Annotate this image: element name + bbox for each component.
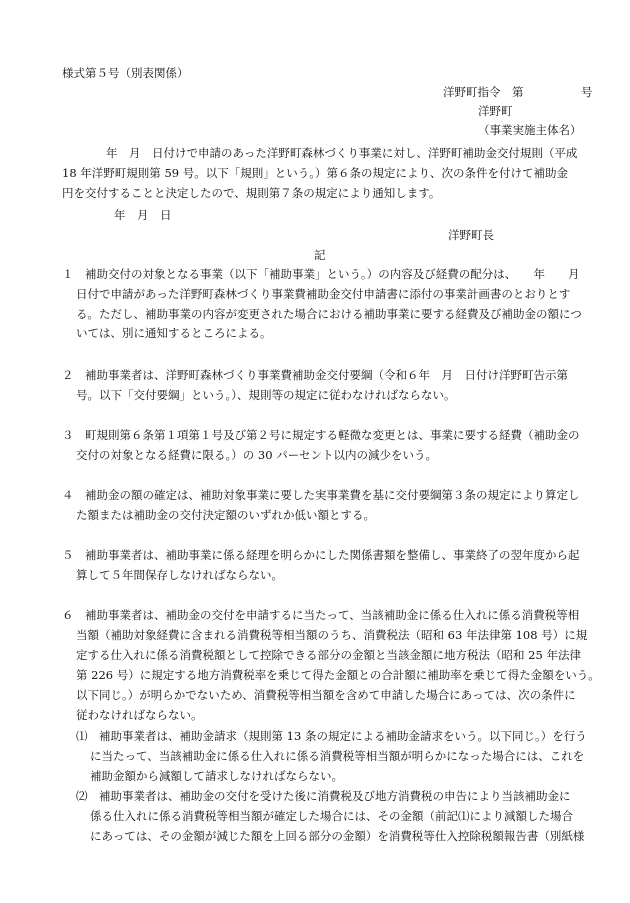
item-5-line: 算して５年間保存しなければならない。 xyxy=(76,568,283,582)
item-1-line: １ 補助交付の対象となる事業（以下「補助事業」という。）の内容及び経費の配分は、 年 月 xyxy=(62,267,580,281)
date-line: 年 月 日 xyxy=(114,208,172,222)
item-5-line: ５ 補助事業者は、補助事業に係る経理を明らかにした関係書類を整備し、事業終了の翌年度から起 xyxy=(62,548,580,562)
subitem-2-line: 係る仕入れに係る消費税等相当額が確定した場合には、その金額（前記⑴により減額した場合 xyxy=(90,809,573,823)
subitem-2-line: にあっては、その金額が減じた額を上回る部分の金額）を消費税等仕入控除税額報告書（別紙様 xyxy=(90,829,585,843)
item-6-line: 以下同じ。）が明らかでないため、消費税等相当額を含めて申請した場合にあっては、次の条件に xyxy=(76,688,576,702)
subitem-2-line: ⑵ 補助事業者は、補助金の交付を受けた後に消費税及び地方消費税の申告により当該補助金に xyxy=(76,789,571,803)
item-4-line: た額または補助金の交付決定額のいずれか低い額とする。 xyxy=(76,508,375,522)
item-1-line: いては、別に通知するところによる。 xyxy=(76,326,272,340)
form-label: 様式第５号（別表関係） xyxy=(62,66,189,80)
subitem-1-line: に当たって、当該補助金に係る仕入れに係る消費税等相当額が明らかになった場合には、これを xyxy=(90,749,585,763)
item-3-line: 交付の対象となる経費に限る。）の 30 パーセント以内の減少をいう。 xyxy=(76,448,437,462)
ki-marker: 記 xyxy=(314,248,326,262)
doc-number: 洋野町指令 第 号 xyxy=(443,85,593,99)
item-6-line: 従わなければならない。 xyxy=(76,708,203,722)
subitem-1-line: 補助金額から減額して請求しなければならない。 xyxy=(90,769,343,783)
intro-line-3: 円を交付することと決定したので、規則第７条の規定により通知します。 xyxy=(62,186,441,200)
item-2-line: 号。以下「交付要綱」という。）、規則等の規定に従わなければならない。 xyxy=(76,388,456,402)
item-6-line: 当額（補助対象経費に含まれる消費税等相当額のうち、消費税法（昭和 63 年法律第 108 号）に規 xyxy=(76,628,588,642)
intro-line-1: 年 月 日付けで申請のあった洋野町森林づくり事業に対し、洋野町補助金交付規則（平成 xyxy=(106,146,578,160)
subitem-1-line: ⑴ 補助事業者は、補助金請求（規則第 13 条の規定による補助金請求をいう。以下同じ。）を行う xyxy=(76,729,587,743)
item-3-line: ３ 町規則第６条第１項第１号及び第２号に規定する軽微な変更とは、事業に要する経費（補助金の xyxy=(62,428,580,442)
item-4-line: ４ 補助金の額の確定は、補助対象事業に要した実事業費を基に交付要綱第３条の規定により算定し xyxy=(62,488,580,502)
item-1-line: る。ただし、補助事業の内容が変更された場合における補助事業に要する経費及び補助金の額につ xyxy=(76,307,582,321)
item-1-line: 日付で申請があった洋野町森林づくり事業費補助金交付申請書に添付の事業計画書のとおりとす xyxy=(76,287,571,301)
item-2-line: ２ 補助事業者は、洋野町森林づくり事業費補助金交付要綱（令和６年 月 日付け洋野町告示第 xyxy=(62,368,568,382)
issuer: 洋野町長 xyxy=(448,228,494,242)
item-6-line: ６ 補助事業者は、補助金の交付を申請するに当たって、当該補助金に係る仕入れに係る消費税等相 xyxy=(62,608,580,622)
item-6-line: 第 226 号）に規定する地方消費税率を乗じて得た金額との合計額に補助率を乗じて得た金額をいう。 xyxy=(76,668,600,682)
recipient: 洋野町 xyxy=(478,104,513,118)
item-6-line: 定する仕入れに係る消費税額として控除できる部分の金額と当該金額に地方税法（昭和 25 年法律 xyxy=(76,648,581,662)
intro-line-2: 18 年洋野町規則第 59 号。以下「規則」という。）第６条の規定により、次の条件を付けて補助金 xyxy=(62,166,568,180)
recipient-note: （事業実施主体名） xyxy=(478,123,582,137)
